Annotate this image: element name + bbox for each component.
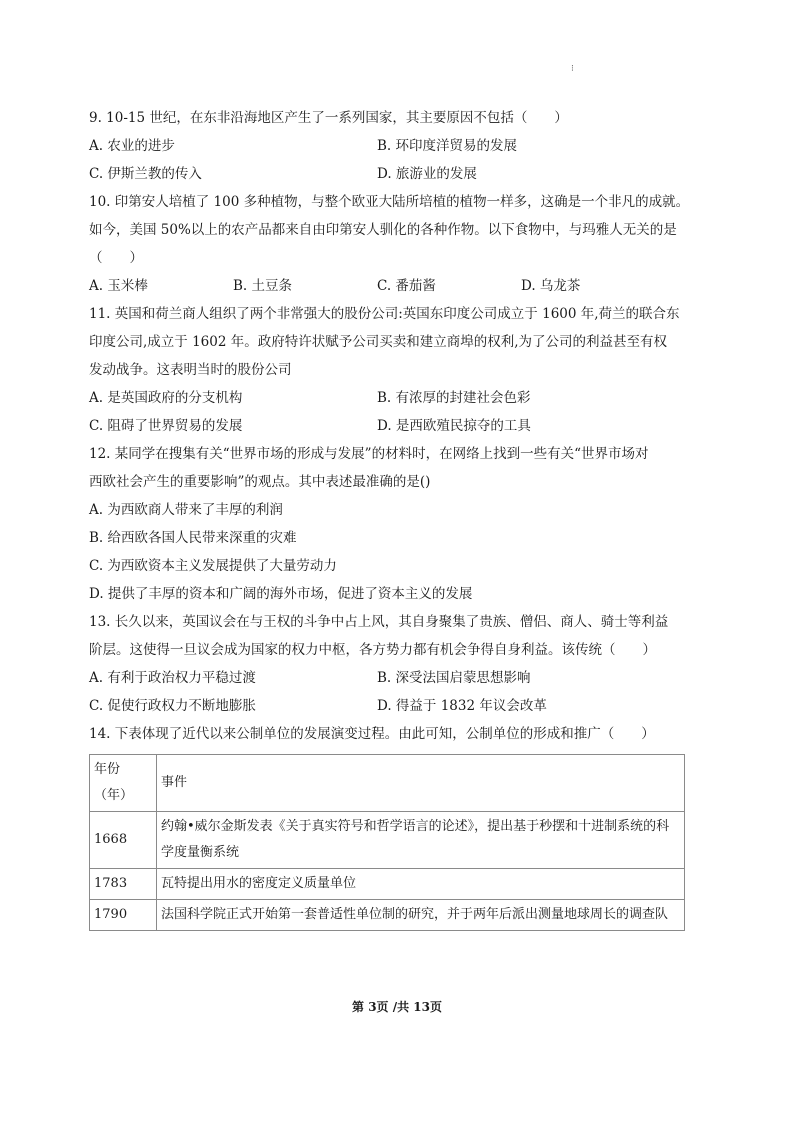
table-row [90, 812, 685, 869]
metric-history-table [89, 754, 685, 931]
table-row [90, 900, 685, 931]
q12-option-d: D. 提供了丰厚的资本和广阔的海外市场，促进了资本主义的发展 [89, 586, 473, 602]
row-event: 瓦特提出用水的密度定义质量单位 [157, 869, 685, 900]
q9-option-b: B. 环印度洋贸易的发展 [377, 138, 518, 154]
q11-option-b: B. 有浓厚的封建社会色彩 [377, 390, 531, 406]
q10-option-b: B. 土豆条 [233, 278, 293, 294]
q14-stem: 14. 下表体现了近代以来公制单位的发展演变过程。由此可知，公制单位的形成和推广（ ） [89, 726, 655, 742]
page-footer: 第 3页 /共 13页 [352, 1000, 442, 1014]
q11-stem-line1: 11. 英国和荷兰商人组织了两个非常强大的股份公司:英国东印度公司成立于 1600 年,荷兰的联合东 [89, 306, 680, 322]
q9-option-a: A. 农业的进步 [89, 138, 175, 154]
row-year: 1668 [90, 812, 157, 869]
corner-mark: ⁝ [571, 64, 574, 74]
q9-option-c: C. 伊斯兰教的传入 [89, 166, 202, 182]
q12-option-c: C. 为西欧资本主义发展提供了大量劳动力 [89, 558, 337, 574]
q9-options-row2 [89, 160, 709, 188]
row-year: 1783 [90, 869, 157, 900]
q13-option-b: B. 深受法国启蒙思想影响 [377, 670, 531, 686]
q13-options-row2 [89, 692, 709, 720]
header-event: 事件 [157, 755, 685, 812]
q10-stem-line1: 10. 印第安人培植了 100 多种植物，与整个欧亚大陆所培植的植物一样多，这确是一个非凡的成就。 [89, 194, 690, 210]
q9-stem: 9. 10-15 世纪，在东非沿海地区产生了一系列国家，其主要原因不包括（ ） [89, 110, 568, 126]
q9-options-row1 [89, 132, 709, 160]
q12-option-b: B. 给西欧各国人民带来深重的灾难 [89, 530, 297, 546]
q10-option-c: C. 番茄酱 [377, 278, 436, 294]
row-event: 法国科学院正式开始第一套普适性单位制的研究，并于两年后派出测量地球周长的调查队 [157, 900, 685, 931]
q10-option-d: D. 乌龙茶 [521, 278, 581, 294]
q11-stem-line2: 印度公司,成立于 1602 年。政府特许状赋予公司买卖和建立商埠的权利,为了公司的利益甚至有权 [89, 334, 668, 350]
q10-stem-line3: （ ） [89, 250, 143, 266]
q10-stem-line2: 如今，美国 50%以上的农产品都来自由印第安人驯化的各种作物。以下食物中，与玛雅人无关的是 [89, 222, 677, 238]
table-header-row [90, 755, 685, 812]
q10-option-a: A. 玉米棒 [89, 278, 148, 294]
q11-options-row2 [89, 412, 709, 440]
header-year: 年份（年） [90, 755, 157, 812]
q10-options-row [89, 272, 709, 300]
q12-stem-line1: 12. 某同学在搜集有关“世界市场的形成与发展”的材料时，在网络上找到一些有关“世界市场对 [89, 446, 649, 462]
question-content [89, 104, 709, 931]
q13-stem-line2: 阶层。这使得一旦议会成为国家的权力中枢，各方势力都有机会争得自身利益。该传统（ ） [89, 642, 656, 658]
q11-option-a: A. 是英国政府的分支机构 [89, 390, 243, 406]
q13-option-c: C. 促使行政权力不断地膨胀 [89, 698, 256, 714]
q11-options-row1 [89, 384, 709, 412]
q11-option-d: D. 是西欧殖民掠夺的工具 [377, 418, 531, 434]
q13-options-row1 [89, 664, 709, 692]
row-year: 1790 [90, 900, 157, 931]
q12-option-a: A. 为西欧商人带来了丰厚的利润 [89, 502, 283, 518]
q11-stem-line3: 发动战争。这表明当时的股份公司 [89, 362, 292, 378]
q13-option-a: A. 有利于政治权力平稳过渡 [89, 670, 256, 686]
q13-stem-line1: 13. 长久以来，英国议会在与王权的斗争中占上风，其自身聚集了贵族、僧侣、商人、骑士等利益 [89, 614, 669, 630]
table-row [90, 869, 685, 900]
q12-stem-line2: 西欧社会产生的重要影响”的观点。其中表述最准确的是() [89, 474, 431, 490]
q11-option-c: C. 阻碍了世界贸易的发展 [89, 418, 243, 434]
row-event: 约翰•威尔金斯发表《关于真实符号和哲学语言的论述》，提出基于秒摆和十进制系统的科学度量衡系统 [157, 812, 685, 869]
q13-option-d: D. 得益于 1832 年议会改革 [377, 698, 547, 714]
q9-option-d: D. 旅游业的发展 [377, 166, 477, 182]
